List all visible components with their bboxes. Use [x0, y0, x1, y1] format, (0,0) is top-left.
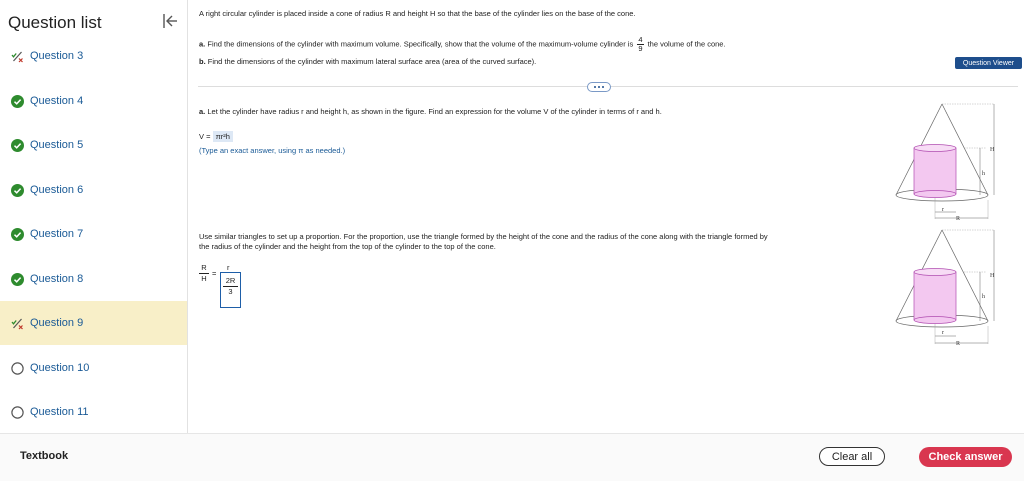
question-list-item[interactable]: [0, 34, 187, 78]
question-list-item[interactable]: [0, 79, 187, 123]
proportion-answer-field[interactable]: [220, 272, 241, 308]
question-label: Question 6: [30, 184, 84, 196]
part-a-letter: a.: [199, 39, 206, 49]
question-label: Question 7: [30, 228, 84, 240]
fraction-four-ninths: [637, 36, 643, 53]
question-viewer-button[interactable]: Question Viewer: [955, 57, 1022, 69]
question-label: Question 9: [30, 317, 84, 329]
collapse-sidebar-icon[interactable]: [160, 11, 180, 31]
question-list-item[interactable]: [0, 123, 187, 167]
volume-answer-field[interactable]: πr²h: [213, 131, 233, 142]
rhs-numerator: r: [227, 263, 230, 272]
empty-circle-icon: [10, 361, 24, 375]
check-circle-icon: [10, 183, 24, 197]
label-r: r: [942, 207, 944, 213]
fraction-numerator: 4: [638, 35, 643, 44]
textbook-link[interactable]: Textbook: [20, 450, 69, 462]
lhs-denominator: H: [201, 274, 207, 283]
label-H: H: [990, 147, 995, 153]
question-label: Question 5: [30, 139, 84, 151]
footer-bar: [0, 433, 1024, 481]
empty-circle-icon: [10, 405, 24, 419]
check-answer-button[interactable]: Check answer: [919, 447, 1012, 467]
answer-hint: (Type an exact answer, using π as needed.): [199, 146, 346, 155]
question-label: Question 3: [30, 50, 84, 62]
lhs-numerator: R: [199, 263, 209, 274]
part-a-text: Find the dimensions of the cylinder with maximum volume. Specifically, show that the volume of the maximum-volume cylinder is: [207, 39, 634, 49]
answer-numerator: 2R: [223, 276, 238, 287]
step1-prompt: [199, 107, 662, 116]
problem-part-a: [199, 36, 726, 53]
label-h: h: [982, 171, 985, 177]
problem-intro: A right circular cylinder is placed inside a cone of radius R and height H so that the base of the cylinder lies on the base of the cone.: [199, 9, 636, 18]
partial-credit-icon: [10, 316, 24, 330]
question-label: Question 10: [30, 362, 90, 374]
cone-cylinder-figure-bottom: [886, 226, 1004, 346]
label-R: R: [956, 216, 961, 220]
problem-part-b: [199, 57, 536, 66]
cone-cylinder-figure-top: [886, 100, 1004, 220]
partial-credit-icon: [10, 49, 24, 63]
check-circle-icon: [10, 94, 24, 108]
clear-all-button[interactable]: Clear all: [819, 447, 885, 466]
question-list-item[interactable]: [0, 301, 187, 345]
question-list-item[interactable]: [0, 257, 187, 301]
label-r: r: [942, 330, 944, 336]
step1-text: Let the cylinder have radius r and height h, as shown in the figure. Find an expression for the volume V of the cylinder in terms of r and h.: [207, 107, 662, 116]
check-circle-icon: [10, 272, 24, 286]
step2-prompt: [199, 232, 889, 252]
equals-sign: =: [212, 269, 217, 278]
step2-text-line2: the radius of the cylinder and the height from the top of the cylinder to the top of the cone.: [199, 242, 496, 251]
label-H: H: [990, 273, 995, 279]
question-label: Question 4: [30, 95, 84, 107]
question-list-item[interactable]: [0, 212, 187, 256]
question-label: Question 8: [30, 273, 84, 285]
check-circle-icon: [10, 138, 24, 152]
step1-letter: a.: [199, 107, 206, 116]
answer-denominator: 3: [228, 287, 233, 296]
more-options-icon[interactable]: [587, 82, 611, 92]
question-list-item[interactable]: [0, 390, 187, 434]
label-R: R: [956, 341, 961, 346]
volume-answer-row: [199, 131, 233, 142]
check-circle-icon: [10, 227, 24, 241]
part-b-text: Find the dimensions of the cylinder with maximum lateral surface area (area of the curved surface).: [207, 57, 537, 66]
sidebar-title: Question list: [8, 13, 102, 32]
question-list-item[interactable]: [0, 346, 187, 390]
volume-prefix: V =: [199, 132, 211, 141]
question-label: Question 11: [30, 406, 89, 418]
label-h: h: [982, 294, 985, 300]
step2-text-line1: Use similar triangles to set up a proportion. For the proportion, use the triangle formed by the height of the cone and the radius of the cone along with the triangle formed by: [199, 232, 768, 241]
fraction-denominator: 9: [638, 44, 643, 53]
part-b-letter: b.: [199, 57, 206, 66]
question-list-sidebar: [0, 0, 188, 433]
question-list-item[interactable]: [0, 168, 187, 212]
part-a-text-end: the volume of the cone.: [647, 39, 726, 49]
proportion-lhs: [199, 263, 209, 284]
